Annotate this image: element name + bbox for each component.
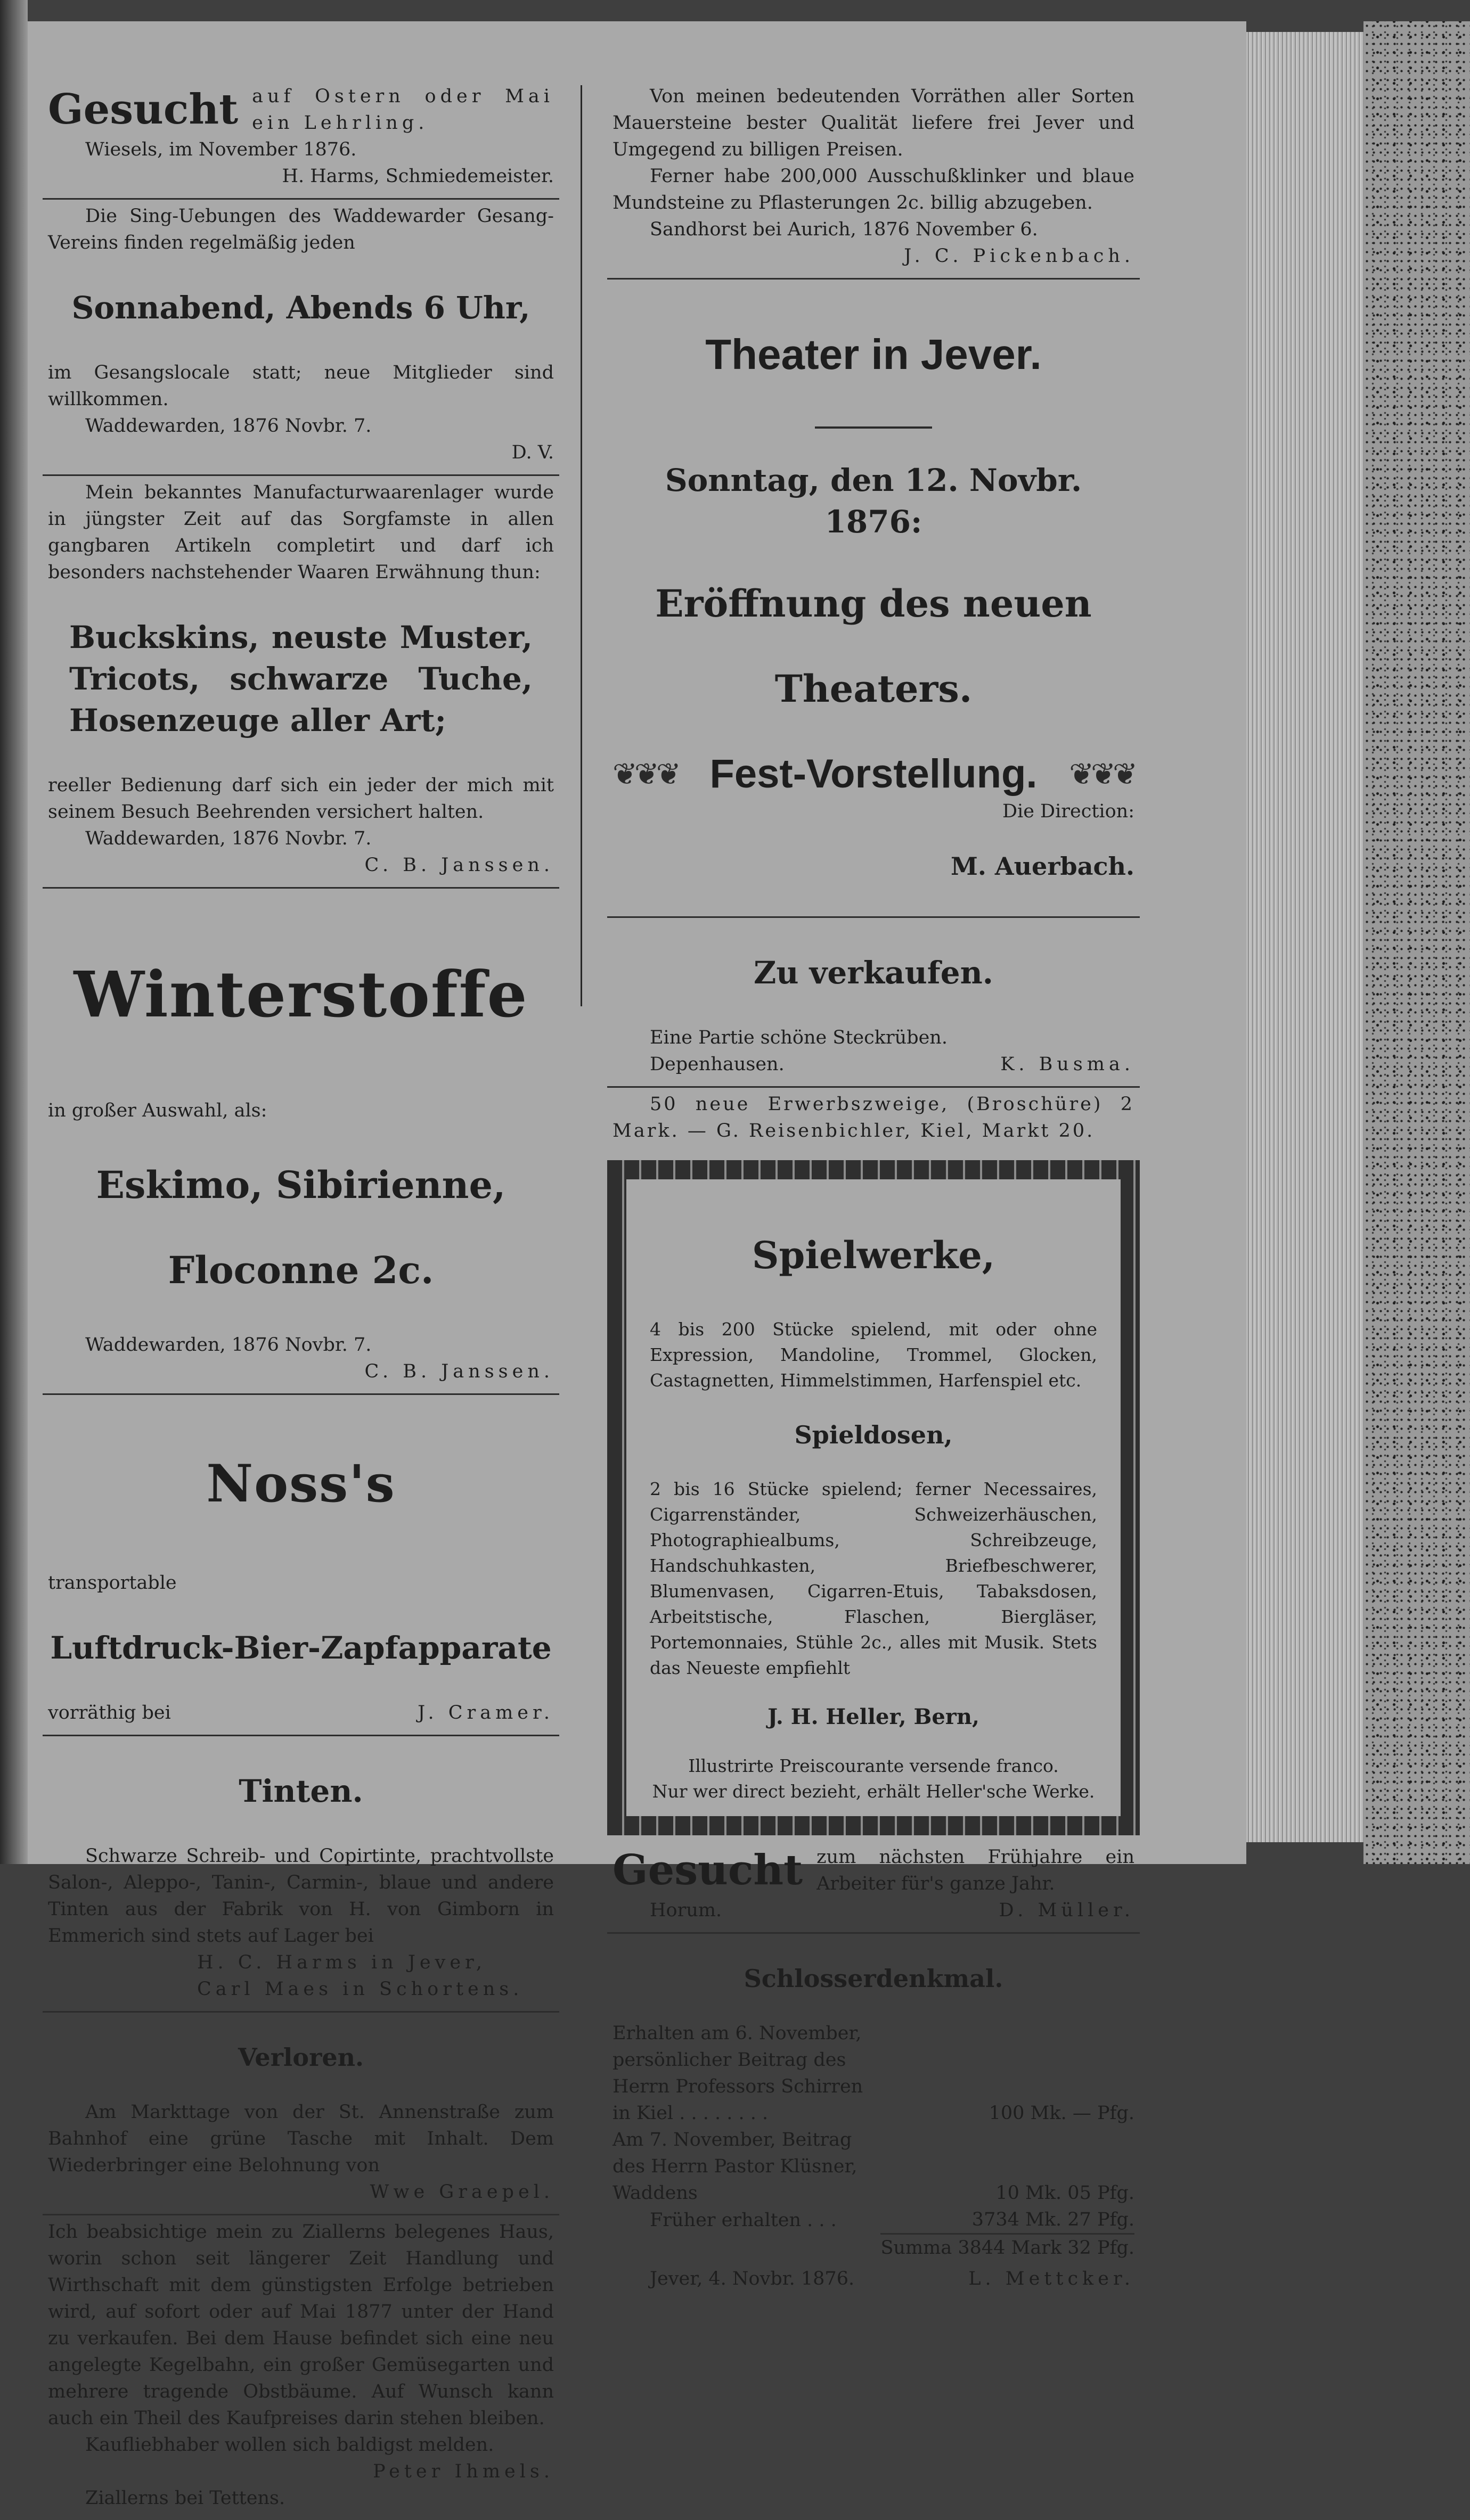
ad-headline: Buckskins, neuste Muster, Tricots, schwarze Tuche, Hosenzeuge aller Art; — [69, 619, 533, 738]
row-text: Am 7. November, Beitrag des Herrn Pastor Klüsner, Waddens — [612, 2129, 858, 2204]
signature: K. Busma. — [1000, 1054, 1134, 1075]
place: Ziallerns bei Tettens. — [85, 2488, 285, 2509]
table-row — [612, 2127, 1134, 2206]
flourish-left-icon: ❦❦❦ — [612, 757, 678, 792]
ad-haus-verkauf — [43, 2215, 559, 2520]
signature: L. Mettcker. — [968, 2268, 1134, 2289]
ad-text: Kaufliebhaber wollen sich baldigst melden. — [85, 2434, 494, 2456]
row-text: Früher erhalten . . . — [650, 2209, 837, 2231]
place: Horum. — [650, 1900, 722, 1921]
signature: J. Cramer. — [418, 1702, 554, 1723]
ad-gesucht-arbeiter — [607, 1841, 1140, 1934]
ad-text: Illustrirte Preiscourante versende franco. — [688, 1755, 1059, 1776]
ad-spielwerke-frame — [607, 1160, 1140, 1835]
place-date: Waddewarden, 1876 Novbr. 7. — [85, 415, 372, 437]
ad-mauersteine — [607, 80, 1140, 280]
ad-text: transportable — [48, 1572, 177, 1594]
signature: D. Müller. — [999, 1900, 1134, 1921]
place: Depenhausen. — [650, 1054, 785, 1075]
table-row — [612, 2234, 1134, 2262]
table-row — [612, 2020, 1134, 2127]
ad-headline: Luftdruck-Bier-Zapfapparate — [50, 1630, 552, 1666]
ad-title: Zu verkaufen. — [753, 955, 993, 991]
ad-text: Die Sing-Uebungen des Waddewarder Gesang-Vereins finden regelmäßig jeden — [48, 206, 554, 253]
ad-text: 2 bis 16 Stücke spielend; ferner Necessaires, Cigarrenständer, Schweizerhäuschen, Photographiealbums, Schreibzeuge, Handschuhkasten, Briefbeschwerer, Blumenvasen, Cigarren-Etuis, Tabaksdosen, Arbeitstische, Flaschen, Biergläser, Portemonnaies, Stühle 2c., alles mit Musik. Stets das Neueste empfiehlt — [650, 1479, 1097, 1678]
contribution-table — [612, 2020, 1134, 2261]
signature: H. Harms, Schmiedemeister. — [282, 166, 554, 187]
signature: C. B. Janssen. — [364, 1361, 554, 1382]
sum-total: Summa 3844 Mark 32 Pfg. — [880, 2234, 1134, 2262]
speckled-book-edge — [1363, 21, 1470, 1864]
page-stack-edge — [1246, 32, 1363, 1842]
ad-text: Am Markttage von der St. Annenstraße zum Bahnhof eine grüne Tasche mit Inhalt. Dem Wiederbringer eine Belohnung von — [48, 2102, 554, 2176]
ad-title: Noss's — [206, 1454, 396, 1514]
right-column — [607, 80, 1140, 2301]
event-date: Sonntag, den 12. Novbr. 1876: — [665, 462, 1082, 540]
fest-row — [612, 750, 1134, 798]
ad-text: in großer Auswahl, als: — [48, 1100, 267, 1121]
firm-name: J. H. Heller, Bern, — [767, 1704, 979, 1729]
ad-manufactur — [43, 476, 559, 889]
ad-schlosserdenkmal — [607, 1934, 1140, 2301]
binding-edge — [0, 0, 28, 1864]
ad-text: 4 bis 200 Stücke spielend, mit oder ohne Expression, Mandoline, Trommel, Glocken, Castagnetten, Himmelstimmen, Harfenspiel etc. — [650, 1319, 1097, 1391]
ad-text: Schwarze Schreib- und Copirtinte, prachtvollste Salon-, Aleppo-, Tanin-, Carmin-, blaue und andere Tinten aus der Fabrik von H. von Gimborn in Emmerich sind stets auf Lager bei — [48, 1845, 554, 1947]
ad-text: auf Ostern oder Mai ein Lehrling. — [252, 86, 554, 134]
ad-headline: Eskimo, Sibirienne, — [96, 1163, 506, 1207]
ad-title: Winterstoffe — [74, 957, 528, 1031]
ad-text: Mein bekanntes Manufacturwaarenlager wurde in jüngster Zeit auf das Sorgfamste in allen gangbaren Artikeln completirt und darf ich besonders nachstehender Waaren Erwähnung thun: — [48, 482, 554, 583]
ad-text: zum nächsten Frühjahre ein Arbeiter für's ganze Jahr. — [816, 1846, 1134, 1894]
ad-erwerbszweige — [607, 1088, 1140, 1153]
event-title: Eröffnung des neuen — [655, 581, 1092, 626]
divider — [815, 426, 932, 429]
ad-gesangverein — [43, 200, 559, 476]
event-title: Theaters. — [774, 667, 973, 711]
place-date: Sandhorst bei Aurich, 1876 November 6. — [650, 219, 1038, 240]
ad-title: Tinten. — [239, 1773, 363, 1809]
row-amount: 100 Mk. — Pfg. — [989, 2103, 1134, 2124]
ad-headline: Floconne 2c. — [168, 1248, 434, 1292]
ad-title: Spielwerke, — [752, 1233, 995, 1277]
address-line: Carl Maes in Schortens. — [197, 1979, 524, 2000]
place-date: Wiesels, im November 1876. — [85, 139, 357, 160]
ad-gesucht-lehrling — [43, 80, 559, 200]
place-date: Jever, 4. Novbr. 1876. — [650, 2268, 855, 2289]
ad-subtitle: Spieldosen, — [794, 1421, 953, 1449]
ad-title: Verloren. — [238, 2043, 364, 2072]
ad-title: Theater in Jever. — [705, 331, 1042, 378]
ad-title: Gesucht — [48, 85, 239, 134]
ad-text: Ferner habe 200,000 Ausschußklinker und blaue Mundsteine zu Pflasterungen 2c. billig abzugeben. — [612, 166, 1134, 214]
place-date: Waddewarden, 1876 Novbr. 7. — [85, 828, 372, 849]
ad-theater — [607, 280, 1140, 918]
signature: Peter Ihmels. — [373, 2461, 554, 2482]
ad-title: Gesucht — [612, 1846, 803, 1894]
table-row — [612, 2206, 1134, 2234]
row-amount: 10 Mk. 05 Pfg. — [995, 2182, 1134, 2204]
signature: Wwe Graepel. — [370, 2181, 554, 2203]
ad-text: Ich beabsichtige mein zu Ziallerns belegenes Haus, worin schon seit längerer Zeit Handlung und Wirthschaft mit dem günstigsten Erfolge betrieben wird, auf sofort oder auf Mai 1877 unter der Hand zu verkaufen. Bei dem Hause befindet sich eine neu angelegte Kegelbahn, ein großer Gemüsegarten und mehrere tragende Obstbäume. Auf Wunsch kann auch ein Theil des Kaufpreises darin stehen bleiben. — [48, 2221, 554, 2429]
ad-text: reeller Bedienung darf sich ein jeder der mich mit seinem Besuch Beehrenden versichert halten. — [48, 775, 554, 823]
ad-noss — [43, 1395, 559, 1736]
left-column — [43, 80, 559, 2520]
ad-text: vorräthig bei — [48, 1702, 171, 1723]
ad-zu-verkaufen — [607, 918, 1140, 1088]
signature: C. B. Janssen. — [364, 855, 554, 876]
row-amount: 3734 Mk. 27 Pfg. — [971, 2209, 1134, 2230]
row-text: Erhalten am 6. November, persönlicher Beitrag des Herrn Professors Schirren in Kiel . . . . . . . . — [612, 2023, 863, 2124]
ad-verloren — [43, 2013, 559, 2215]
flourish-right-icon: ❦❦❦ — [1069, 757, 1134, 792]
column-divider — [581, 85, 582, 1006]
ad-headline: Sonnabend, Abends 6 Uhr, — [71, 290, 530, 326]
place-date: Waddewarden, 1876 Novbr. 7. — [85, 1334, 372, 1356]
ad-winterstoffe — [43, 889, 559, 1395]
ad-text: Nur wer direct bezieht, erhält Heller'sche Werke. — [652, 1781, 1095, 1802]
signature: J. C. Pickenbach. — [904, 245, 1134, 267]
ad-text: 50 neue Erwerbszweige, (Broschüre) 2 Mark. — G. Reisenbichler, Kiel, Markt 20. — [612, 1094, 1134, 1142]
ad-text: im Gesangslocale statt; neue Mitglieder sind willkommen. — [48, 362, 554, 410]
fest-title: Fest-Vorstellung. — [709, 751, 1038, 797]
ad-title: Schlosserdenkmal. — [744, 1964, 1003, 1993]
signature: D. V. — [511, 442, 554, 463]
ad-tinten — [43, 1736, 559, 2013]
address-line: H. C. Harms in Jever, — [197, 1952, 487, 1973]
ad-text: Von meinen bedeutenden Vorräthen aller Sorten Mauersteine bester Qualität liefere frei Jever und Umgegend zu billigen Preisen. — [612, 86, 1134, 160]
signature: M. Auerbach. — [950, 852, 1134, 881]
direction-label: Die Direction: — [1002, 801, 1134, 822]
ad-text: Eine Partie schöne Steckrüben. — [650, 1027, 948, 1048]
